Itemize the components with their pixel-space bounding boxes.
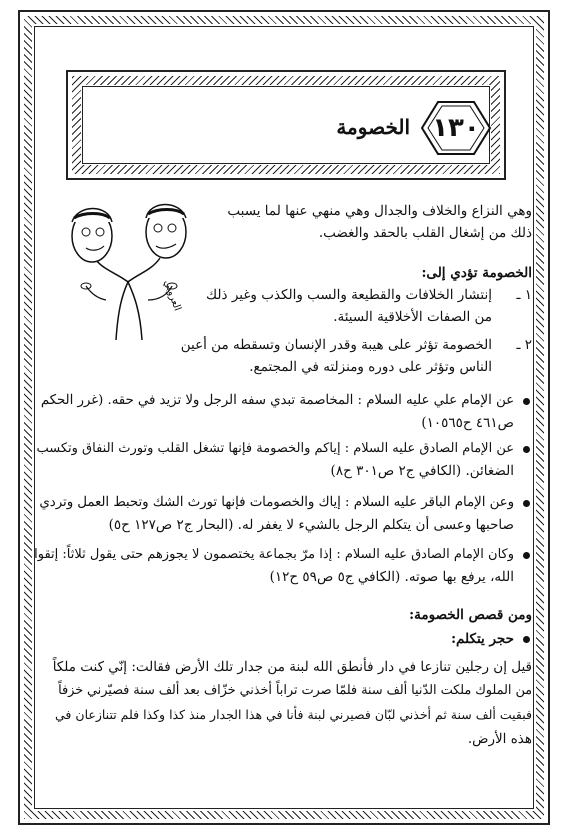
two-men-arguing-icon (56, 190, 206, 340)
chapter-number: ١٣٠ (432, 113, 480, 143)
list-number-1: ١ ـ (516, 287, 532, 303)
list-item-2-line-1: الخصومة تؤثر على هيبة وقدر الإنسان وتسقطه من أعين (180, 337, 492, 353)
cartoon-signature: العروبي (161, 278, 183, 313)
list-item-2-line-2: الناس وتؤثر على دوره ومنزلته في المجتمع. (249, 359, 492, 375)
bullet-icon (523, 552, 530, 559)
bullet-icon (523, 636, 530, 643)
list-item-1-line-1: إنتشار الخلافات والقطيعة والسب والكذب وغير ذلك (206, 287, 492, 303)
story-line-1: قيل إن رجلين تنازعا في دار فأنطق الله لبنة من جدار تلك الأرض فقالت: إنّي كنت ملكاً (52, 659, 532, 675)
story-title: حجر يتكلم: (451, 631, 514, 647)
bullet-icon (523, 398, 530, 405)
intro-line-2: ذلك من إشغال القلب بالحقد والغضب. (318, 225, 532, 241)
chapter-number-badge (420, 100, 492, 156)
hadith-4-line-1: وكان الإمام الصادق عليه السلام : إذا مرّ بجماعة يختصمون لا يجوزهم حتى يقول ثلاثاً: إتقوا (34, 547, 514, 562)
page-title: الخصومة (336, 115, 410, 139)
intro-line-1: وهي النزاع والخلاف والجدال وهي منهي عنها لما يسبب (227, 203, 532, 219)
story-line-4: هذه الأرض. (467, 731, 532, 747)
hadith-1-line-1: عن الإمام علي عليه السلام : المخاصمة تبدي سفه الرجل ولا تزيد في حقه. (غرر الحكم (40, 393, 514, 408)
list-number-2: ٢ ـ (516, 337, 532, 353)
list-item-1-line-2: من الصفات الأخلاقية السيئة. (333, 309, 492, 325)
story-line-3: فبقيت ألف سنة ثم أخذني لبّان فصيرني لبنة فأنا في هذا الجدار منذ كذا وكذا فلم تتنازعان في (55, 707, 532, 722)
story-line-2: من الملوك ملكت الدّنيا ألف سنة فلمّا صرت تراباً أخذني خزّاف بعد ألف سنة فصيّرني خزفاً (58, 683, 532, 698)
hadith-3-line-2: صاحبها وعسى أن يتكلم الرجل بالشيء لا يغفر له. (البحار ج٢ ص١٢٧ ح٥) (108, 517, 514, 533)
stories-heading: ومن قصص الخصومة: (409, 607, 532, 623)
cartoon-illustration (56, 190, 206, 340)
hadith-1-line-2: ص٤٦١ ح١٠٥٦٥) (421, 415, 514, 431)
leads-to-heading: الخصومة تؤدي إلى: (421, 265, 532, 281)
hadith-3-line-1: وعن الإمام الباقر عليه السلام : إياك والخصومات فإنها تورث الشك وتحبط العمل وتردي (39, 495, 514, 510)
bullet-icon (523, 446, 530, 453)
bullet-icon (523, 500, 530, 507)
hadith-4-line-2: الله، يرفع بها صوته. (الكافي ج٥ ص٥٩ ح١٢) (269, 569, 514, 585)
hadith-2-line-2: الضغائن. (الكافي ج٢ ص٣٠١ ح٨) (330, 463, 514, 479)
hadith-2-line-1: عن الإمام الصادق عليه السلام : إياكم والخصومة فإنها تشغل القلب وتورث النفاق وتكسب (36, 441, 514, 456)
